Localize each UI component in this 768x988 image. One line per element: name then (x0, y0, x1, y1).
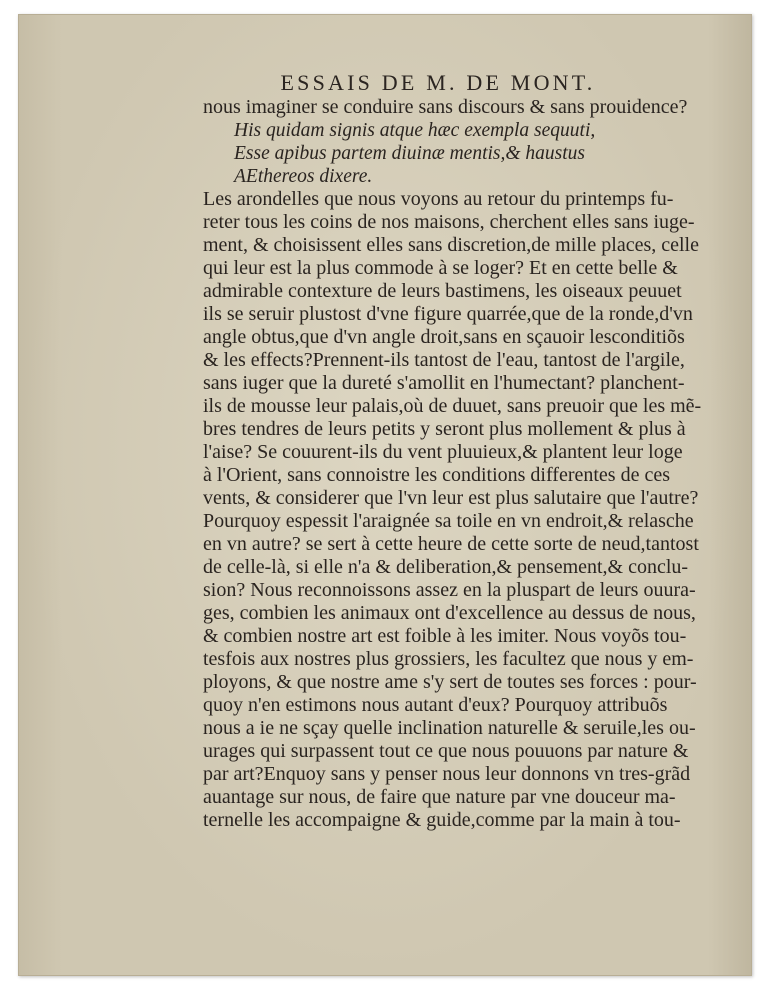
text-line: de celle-là, si elle n'a & deliberation,& pensement,& conclu- (203, 556, 689, 578)
text-line: bres tendres de leurs petits y seront plus mollement & plus à (203, 418, 686, 440)
text-line: par art?Enquoy sans y penser nous leur donnons vn tres-grãd (203, 763, 691, 785)
text-line: & combien nostre art est foible à les imiter. Nous voyõs tou- (203, 625, 687, 647)
text-line: ges, combien les animaux ont d'excellence au dessus de nous, (203, 602, 696, 624)
show-through-bleed (706, 134, 746, 204)
text-line: vents, & considerer que l'vn leur est plus salutaire que l'autre? (203, 487, 699, 509)
text-line: nous imaginer se conduire sans discours & sans prouidence? (203, 96, 688, 118)
text-line: tesfois aux nostres plus grossiers, les facultez que nous y em- (203, 648, 694, 670)
text-line: & les effects?Prennent-ils tantost de l'eau, tantost de l'argile, (203, 349, 685, 371)
text-line: quoy n'en estimons nous autant d'eux? Pourquoy attribuõs (203, 694, 668, 716)
text-line: Les arondelles que nous voyons au retour du printemps fu- (203, 188, 674, 210)
text-line: qui leur est la plus commode à se loger? Et en cette belle & (203, 257, 678, 279)
verse-line: His quidam signis atque hæc exempla sequuti, (234, 120, 596, 141)
verse-line: Esse apibus partem diuinæ mentis,& haustus (234, 143, 586, 164)
text-line: l'aise? Se couurent-ils du vent pluuieux,& plantent leur loge (203, 441, 683, 463)
text-line: Pourquoy espessit l'araignée sa toile en vn endroit,& relasche (203, 510, 694, 532)
text-line: sans iuger que la dureté s'amollit en l'humectant? planchent- (203, 372, 685, 394)
running-header: ESSAIS DE M. DE MONT. (280, 70, 596, 95)
text-line: ils se seruir plustost d'vne figure quarrée,que de la ronde,d'vn (203, 303, 693, 325)
book-page (18, 14, 752, 976)
text-line: ternelle les accompaigne & guide,comme par la main à tou- (203, 809, 681, 831)
text-line: ils de mousse leur palais,où de duuet, sans preuoir que les mẽ- (203, 395, 702, 417)
text-line: urages qui surpassent tout ce que nous pouuons par nature & (203, 740, 689, 762)
text-line: reter tous les coins de nos maisons, cherchent elles sans iuge- (203, 211, 695, 233)
text-line: auantage sur nous, de faire que nature par vne douceur ma- (203, 786, 676, 808)
text-line: en vn autre? se sert à cette heure de cette sorte de neud,tantost (203, 533, 699, 555)
text-line: sion? Nous reconnoissons assez en la pluspart de leurs ouura- (203, 579, 696, 601)
text-line: admirable contexture de leurs bastimens, les oiseaux peuuet (203, 280, 682, 302)
text-line: angle obtus,que d'vn angle droit,sans en sçauoir lesconditiõs (203, 326, 685, 348)
text-line: nous a ie ne sçay quelle inclination naturelle & seruile,les ou- (203, 717, 696, 739)
verse-line: AEthereos dixere. (234, 166, 373, 187)
text-line: à l'Orient, sans connoistre les conditions differentes de ces (203, 464, 670, 486)
text-line: ployons, & que nostre ame s'y sert de toutes ses forces : pour- (203, 671, 697, 693)
text-line: ment, & choisissent elles sans discretion,de mille places, celle (203, 234, 699, 256)
